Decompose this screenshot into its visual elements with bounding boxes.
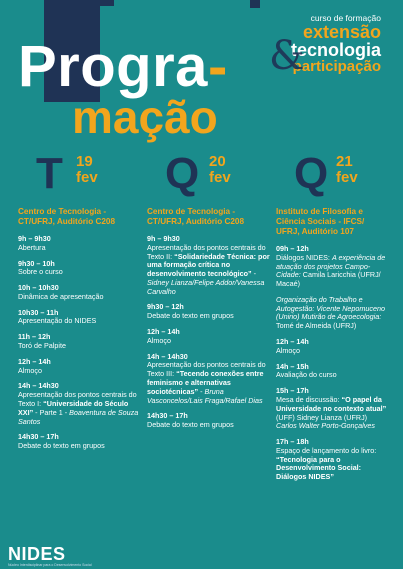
schedule-item <box>147 353 271 406</box>
schedule-item <box>147 412 271 430</box>
schedule-item <box>18 309 140 327</box>
day-letter: Q <box>294 149 329 198</box>
event-time: 9h30 – 12h <box>147 302 184 312</box>
tag-extensao: extensão <box>302 21 381 42</box>
day-number: 19 <box>76 153 93 170</box>
desc-text: Sobre o curso <box>18 267 63 277</box>
desc-tail: - <box>198 386 205 396</box>
day-letter: T <box>36 149 63 198</box>
venue: Instituto de Filosofia e Ciência Sociais - IFCS/ UFRJ, Auditório 107 <box>276 207 365 236</box>
day-letter: Q <box>165 149 200 198</box>
event-desc <box>276 254 388 289</box>
schedule-item <box>147 235 271 296</box>
day-header <box>18 149 140 202</box>
schedule-item <box>147 328 271 346</box>
day-number: 21 <box>336 153 353 170</box>
event-time: 09h – 12h <box>276 244 309 253</box>
decor-navy-right <box>250 0 260 8</box>
desc-text: Almoço <box>18 365 42 375</box>
schedule-item <box>276 438 388 482</box>
desc-text: Espaço de lançamento do livro: <box>276 445 377 455</box>
day-column-3 <box>276 149 388 489</box>
event-time: 17h – 18h <box>276 437 309 447</box>
schedule-item <box>276 245 388 289</box>
event-desc <box>147 244 271 297</box>
desc-text: Abertura <box>18 242 46 252</box>
schedule-item <box>18 260 140 278</box>
schedule-item <box>18 433 140 451</box>
tag-small: curso de formação <box>310 13 381 23</box>
title-line1: Progra- <box>18 34 228 99</box>
event-time: 9h30 – 10h <box>18 258 55 268</box>
event-desc <box>18 391 140 426</box>
event-desc <box>18 342 140 351</box>
desc-text: Toró de Palpite <box>18 341 66 351</box>
desc-author: Carlos Walter Porto-Gonçalves <box>276 421 375 431</box>
event-time: 11h – 12h <box>18 332 51 342</box>
event-time: 14h – 15h <box>276 361 309 371</box>
event-time: 9h – 9h30 <box>18 234 51 243</box>
schedule-item <box>276 363 388 381</box>
desc-author: Bruna Vasconcelos/Lais Fraga/Rafael Dias <box>147 386 263 405</box>
desc-author: A experiência de atuação dos projetos Campo-Cidade: <box>276 252 386 280</box>
event-time: 10h – 10h30 <box>18 283 59 293</box>
schedule-item <box>18 358 140 376</box>
day-number: 20 <box>209 153 226 170</box>
course-tagline <box>268 13 381 79</box>
desc-text: Debate do texto em grupos <box>147 420 234 430</box>
event-time: 10h30 – 11h <box>18 307 59 317</box>
event-time: 15h – 17h <box>276 386 309 396</box>
nides-logo: NIDES <box>8 544 66 564</box>
desc-author: Sidney Lianza/Felipe Addor/Vanessa Carvalho <box>147 277 265 296</box>
desc-author: Organização do Trabalho e Autogestão: Vicente Nepomuceno (Unirio) Mutirão de Agroecologia: <box>276 294 385 322</box>
event-desc <box>147 312 271 321</box>
desc-title: “O papel da Universidade no contexto atual” <box>276 394 387 413</box>
footer <box>0 539 403 569</box>
event-desc <box>18 317 140 326</box>
tag-participacao: participação <box>292 57 381 75</box>
event-desc <box>147 421 271 430</box>
desc-text: Avaliação do curso <box>276 370 337 380</box>
day-column-1 <box>18 149 140 458</box>
tag-tecnologia: tecnologia <box>290 39 381 60</box>
event-desc <box>276 347 388 356</box>
schedule-item <box>147 303 271 321</box>
event-time: 14h – 14h30 <box>18 381 59 391</box>
desc-text: Mesa de discussão: <box>276 394 340 404</box>
event-desc <box>276 396 388 431</box>
event-time: 14h – 14h30 <box>147 351 188 361</box>
day-header <box>147 149 271 202</box>
desc-text: Debate do texto em grupos <box>147 311 234 321</box>
event-desc <box>18 442 140 451</box>
schedule-item <box>18 235 140 253</box>
title-line2: mação <box>72 91 218 143</box>
event-desc <box>18 293 140 302</box>
desc-tail: Camila Laricchia (UFRJ/ Macaé) <box>276 270 381 289</box>
desc-tail: - <box>251 269 257 279</box>
event-time: 14h30 – 17h <box>18 432 59 442</box>
desc-tail: Tomé de Almeida (UFRJ) <box>276 321 357 331</box>
day-column-2 <box>147 149 271 437</box>
ampersand-icon: & <box>268 33 305 79</box>
day-month: fev <box>76 169 98 186</box>
desc-text: Almoço <box>147 335 171 345</box>
day-month: fev <box>209 169 231 186</box>
event-desc <box>18 268 140 277</box>
schedule-item <box>276 296 388 331</box>
desc-text: Debate do texto em grupos <box>18 441 105 451</box>
venue: Centro de Tecnologia - CT/UFRJ, Auditório C208 <box>18 207 116 226</box>
day-header <box>276 149 388 202</box>
desc-tail: (UFF) Sidney Lianza (UFRJ) <box>276 412 368 422</box>
desc-text: Almoço <box>276 345 300 355</box>
event-desc <box>276 296 388 331</box>
event-desc <box>18 244 140 253</box>
nides-logo-sub: Núcleo Interdisciplinar para o Desenvolvimento Social <box>8 562 92 567</box>
day-month: fev <box>336 169 358 186</box>
desc-title: “Tecendo conexões entre feminismo e alternativas sociotécnicas” <box>147 369 264 396</box>
venue: Centro de Tecnologia - CT/UFRJ, Auditório C208 <box>147 207 245 226</box>
schedule-item <box>18 333 140 351</box>
event-time: 9h – 9h30 <box>147 234 180 243</box>
event-desc <box>276 447 388 482</box>
event-desc <box>276 371 388 380</box>
desc-text: Dinâmica de apresentação <box>18 291 104 301</box>
desc-title: “Solidariedade Técnica: por uma formação crítica no desenvolvimento tecnológico” <box>147 251 270 279</box>
desc-title: “Tecnologia para o Desenvolvimento Social: Diálogos NIDES” <box>276 454 362 482</box>
desc-text: Apresentação dos pontos centrais do Texto III: <box>147 360 266 379</box>
event-desc <box>18 367 140 376</box>
desc-text: Apresentação dos pontos centrais do Texto I: <box>18 390 137 408</box>
schedule-item <box>18 382 140 426</box>
event-desc <box>147 337 271 346</box>
desc-title: “Universidade do Século XXI” <box>18 398 129 417</box>
desc-text: Diálogos NIDES: <box>276 252 330 262</box>
desc-tail: - Parte 1 - <box>33 407 70 417</box>
event-time: 14h30 – 17h <box>147 411 188 421</box>
desc-author: Boaventura de Souza Santos <box>18 407 139 426</box>
decor-navy-bar <box>100 0 114 6</box>
event-time: 12h – 14h <box>147 327 180 337</box>
schedule-item <box>276 387 388 431</box>
desc-text: Apresentação dos pontos centrais do Texto II: <box>147 242 266 261</box>
event-time: 12h – 14h <box>276 337 309 347</box>
schedule-item <box>276 338 388 356</box>
desc-text: Apresentação do NIDES <box>18 316 97 326</box>
event-desc <box>147 361 271 405</box>
schedule-item <box>18 284 140 302</box>
event-time: 12h – 14h <box>18 356 51 366</box>
